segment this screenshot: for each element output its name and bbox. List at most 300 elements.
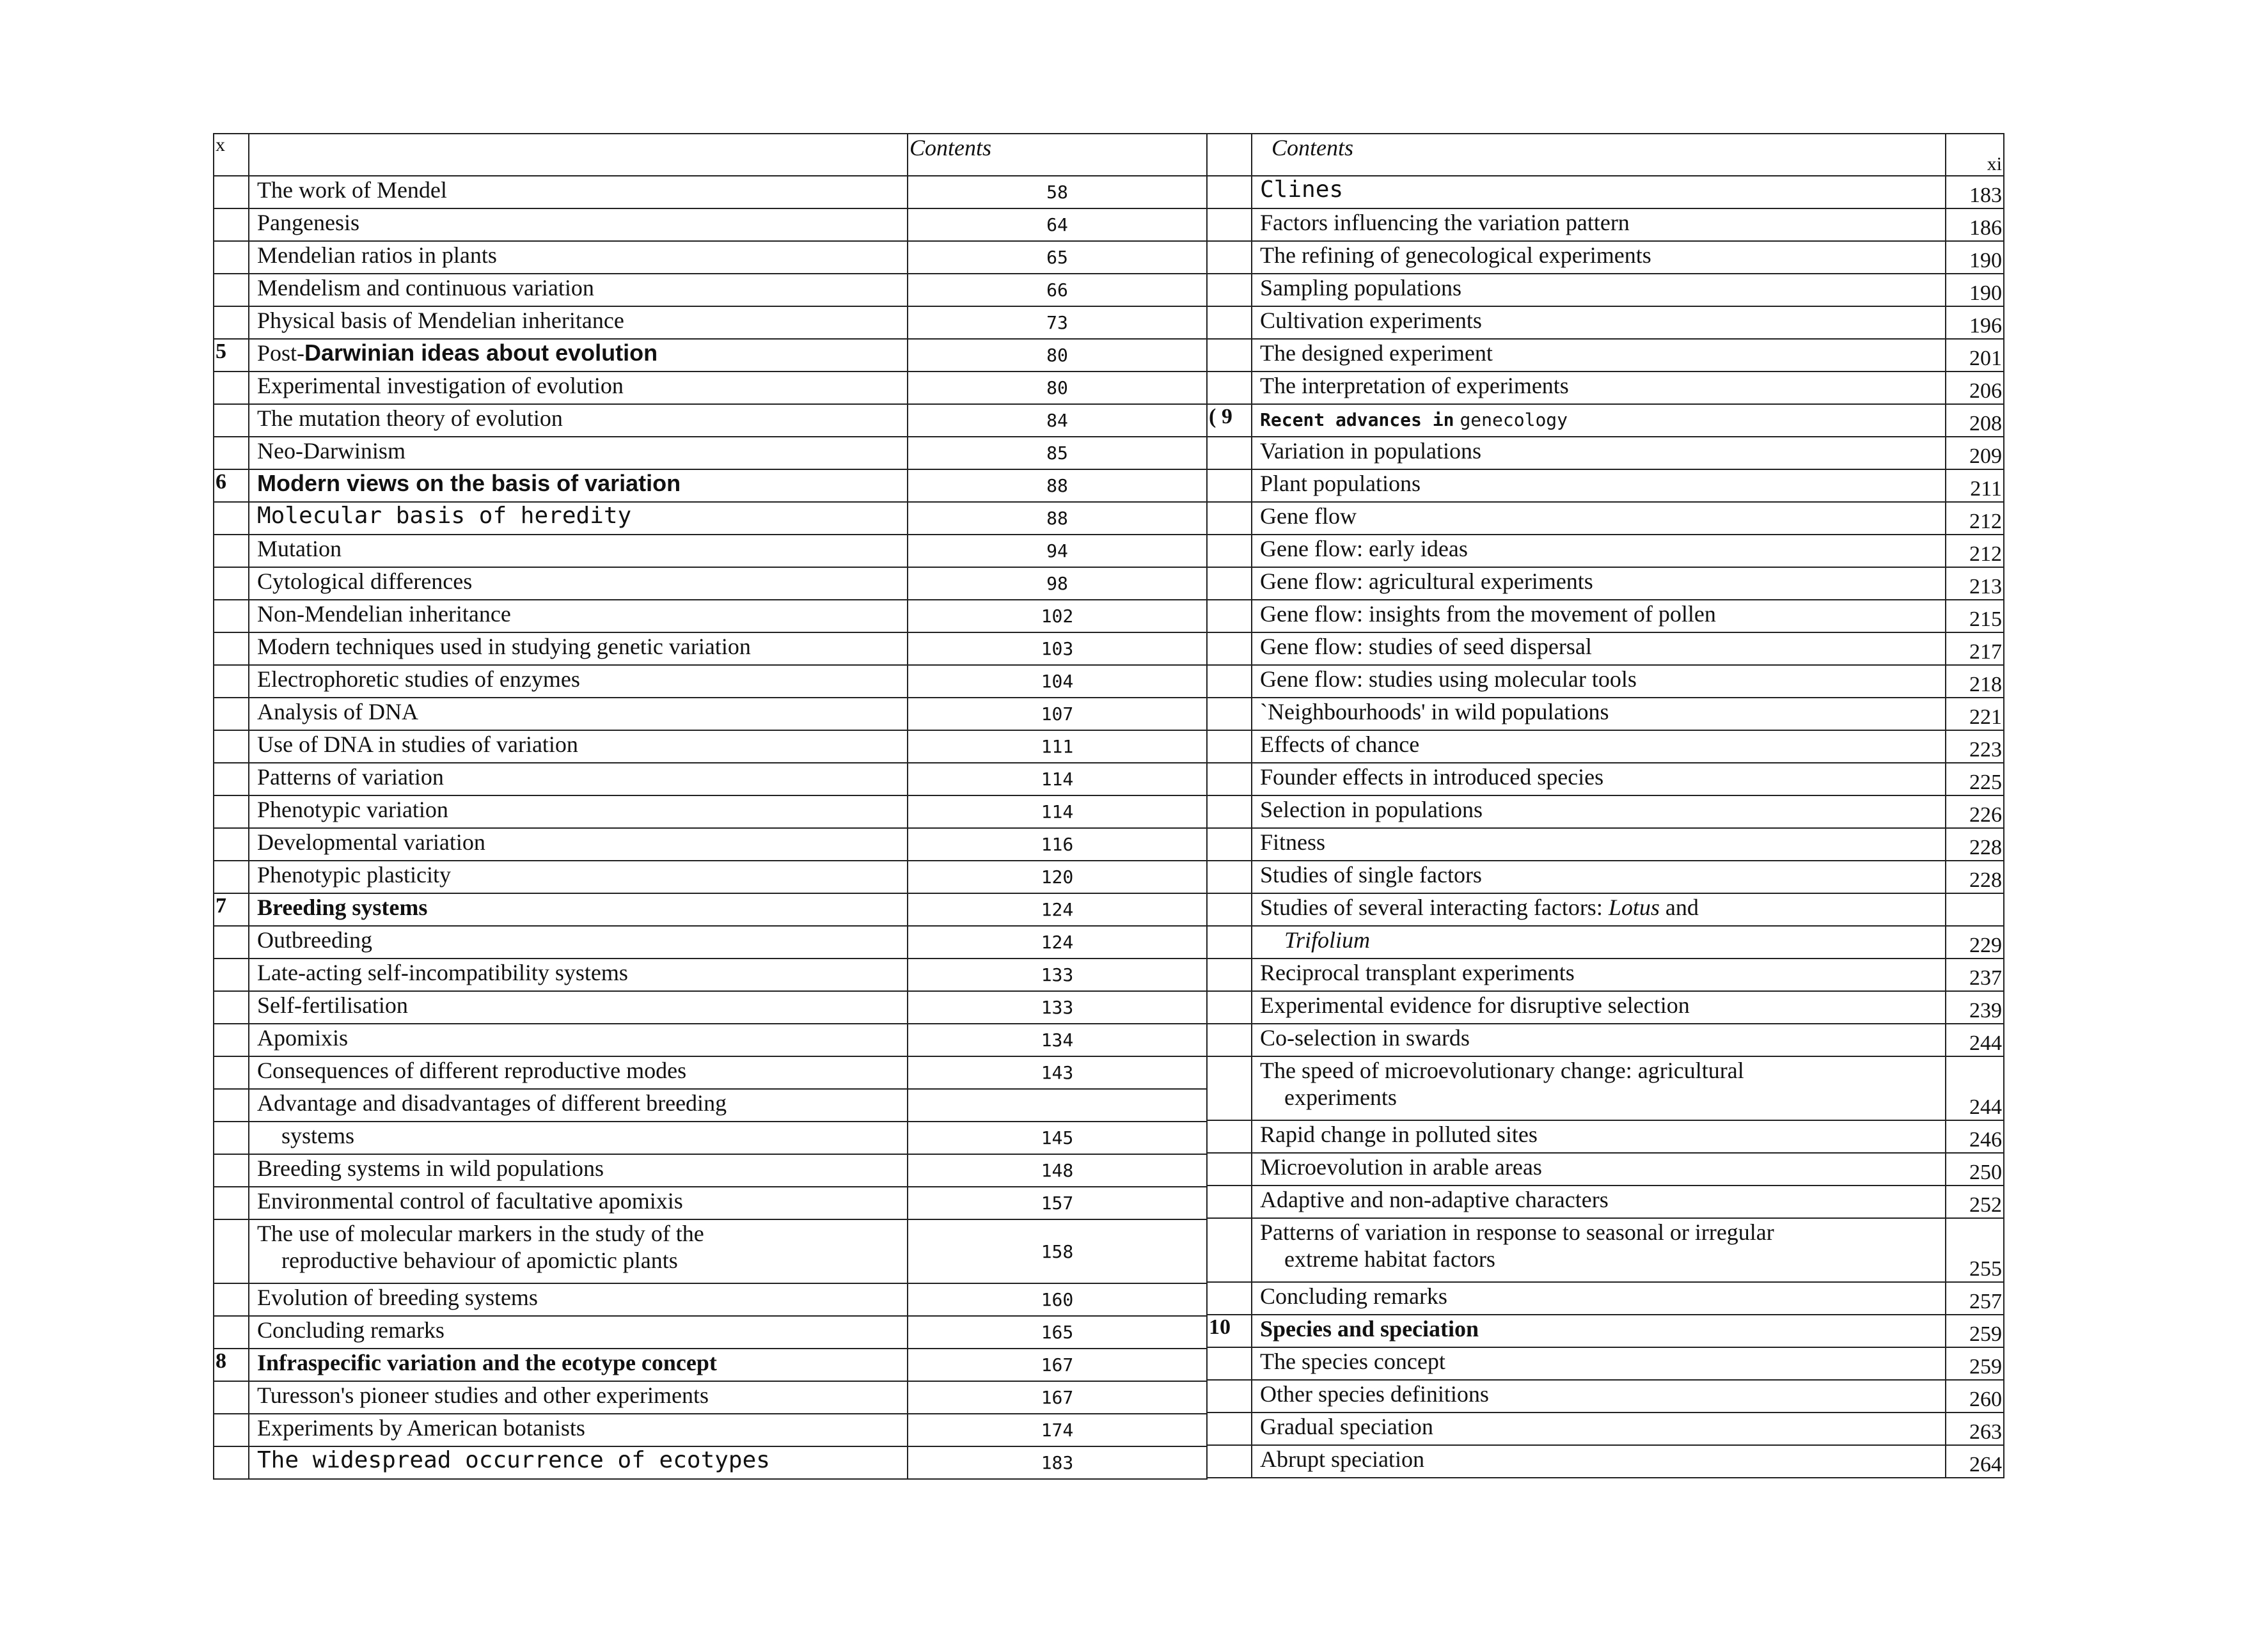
chapter-number — [1207, 1380, 1252, 1413]
page-number: 196 — [1946, 306, 2004, 339]
page-number: 190 — [1946, 274, 2004, 306]
toc-row — [1207, 1120, 2004, 1153]
toc-row — [1207, 763, 2004, 795]
toc-entry-title — [249, 959, 908, 991]
chapter-number — [1207, 274, 1252, 306]
page-number: 84 — [908, 404, 1207, 437]
title-text: Co-selection in swards — [1260, 1025, 1470, 1051]
right-header-row — [1207, 134, 2004, 176]
page-number: 218 — [1946, 665, 2004, 698]
chapter-number: 7 — [214, 893, 249, 926]
page-number: 167 — [908, 1381, 1207, 1414]
title-text: systems — [281, 1123, 355, 1148]
page-number: 124 — [908, 893, 1207, 926]
toc-entry-title — [249, 1283, 908, 1316]
chapter-number — [214, 763, 249, 795]
page-number: 212 — [1946, 535, 2004, 567]
page-number: 88 — [908, 469, 1207, 502]
title-text: Self-fertilisation — [257, 992, 408, 1018]
title-text: Modern techniques used in studying genetic variation — [257, 634, 751, 659]
page-number: 124 — [908, 926, 1207, 959]
title-text: Reciprocal transplant experiments — [1260, 960, 1575, 985]
page-number: 134 — [908, 1024, 1207, 1056]
toc-entry-title — [249, 437, 908, 469]
title-text: Developmental variation — [257, 829, 485, 855]
chapter-number — [1207, 437, 1252, 469]
page-number: 183 — [1946, 176, 2004, 208]
chapter-number — [1207, 306, 1252, 339]
title-text: Molecular basis of heredity — [257, 503, 632, 529]
title-text: Breeding systems — [257, 895, 428, 920]
page-number: 114 — [908, 795, 1207, 828]
toc-entry-title — [1252, 698, 1946, 730]
chapter-number — [1207, 535, 1252, 567]
page-number: 111 — [908, 730, 1207, 763]
toc-entry-title — [249, 600, 908, 632]
toc-entry-title — [1252, 600, 1946, 632]
toc-entry-title — [249, 535, 908, 567]
toc-entry-title — [249, 502, 908, 535]
toc-row — [214, 372, 1207, 404]
title-text: Phenotypic plasticity — [257, 862, 451, 888]
chapter-number — [1207, 208, 1252, 241]
chapter-number — [1207, 241, 1252, 274]
toc-entry-title — [249, 176, 908, 208]
toc-row — [214, 893, 1207, 926]
chapter-number — [214, 567, 249, 600]
toc-row — [214, 274, 1207, 306]
page-number: 223 — [1946, 730, 2004, 763]
title-text: Concluding remarks — [1260, 1283, 1447, 1309]
title-text: Non-Mendelian inheritance — [257, 601, 511, 627]
page-number: 133 — [908, 991, 1207, 1024]
toc-entry-title — [249, 1056, 908, 1089]
left-contents-table — [213, 133, 1208, 1480]
chapter-number — [214, 1154, 249, 1187]
toc-row — [214, 1446, 1207, 1479]
page-number: 116 — [908, 828, 1207, 861]
title-text: Factors influencing the variation pattern — [1260, 210, 1630, 235]
title-text: Rapid change in polluted sites — [1260, 1122, 1538, 1147]
left-header-row — [214, 134, 1207, 176]
chapter-number — [1207, 926, 1252, 959]
toc-entry-title — [249, 665, 908, 698]
toc-row — [214, 1122, 1207, 1154]
toc-row — [1207, 665, 2004, 698]
page-number: 225 — [1946, 763, 2004, 795]
page-number: 244 — [1946, 1024, 2004, 1056]
toc-entry-title — [1252, 437, 1946, 469]
title-text: The mutation theory of evolution — [257, 405, 563, 431]
toc-entry-title — [249, 208, 908, 241]
toc-entry-title — [1252, 763, 1946, 795]
page-number: 257 — [1946, 1282, 2004, 1315]
toc-row — [214, 1349, 1207, 1381]
title-text: Outbreeding — [257, 927, 372, 953]
toc-row — [214, 437, 1207, 469]
toc-row — [1207, 404, 2004, 437]
toc-row — [1207, 241, 2004, 274]
chapter-number — [214, 926, 249, 959]
toc-row — [214, 1089, 1207, 1122]
title-text: Gene flow: studies using molecular tools — [1260, 666, 1637, 692]
chapter-number — [1207, 1347, 1252, 1380]
toc-entry-title — [1252, 567, 1946, 600]
toc-row — [1207, 632, 2004, 665]
toc-row — [1207, 437, 2004, 469]
page-number: 259 — [1946, 1315, 2004, 1347]
toc-row — [214, 632, 1207, 665]
page-number: 88 — [908, 502, 1207, 535]
title-text: Gene flow — [1260, 503, 1357, 529]
toc-row — [214, 339, 1207, 372]
chapter-number — [214, 437, 249, 469]
page-number: 244 — [1946, 1056, 2004, 1120]
title-text: Neo-Darwinism — [257, 438, 406, 464]
chapter-number — [214, 991, 249, 1024]
page-number: 80 — [908, 372, 1207, 404]
toc-entry-title — [249, 763, 908, 795]
title-text: Mendelism and continuous variation — [257, 275, 594, 301]
toc-row — [1207, 208, 2004, 241]
toc-entry-title — [249, 926, 908, 959]
page-number: 260 — [1946, 1380, 2004, 1413]
chapter-number — [214, 861, 249, 893]
page-number: 174 — [908, 1414, 1207, 1446]
toc-row — [214, 763, 1207, 795]
page-number: 259 — [1946, 1347, 2004, 1380]
right-contents-table — [1206, 133, 2004, 1478]
title-text: Use of DNA in studies of variation — [257, 732, 578, 757]
toc-entry-title — [1252, 1315, 1946, 1347]
toc-row — [214, 959, 1207, 991]
title-text: Darwinian ideas about evolution — [304, 340, 658, 366]
title-text: Recent advances in — [1260, 409, 1454, 430]
chapter-number — [214, 1024, 249, 1056]
chapter-number — [1207, 339, 1252, 372]
toc-entry-title — [249, 1349, 908, 1381]
page-number: 250 — [1946, 1153, 2004, 1186]
chapter-number — [214, 1122, 249, 1154]
chapter-number — [1207, 1056, 1252, 1120]
toc-entry-title — [249, 1122, 908, 1154]
page-number: 80 — [908, 339, 1207, 372]
toc-row — [214, 665, 1207, 698]
title-text: Studies of several interacting factors: — [1260, 895, 1603, 920]
toc-entry-title — [249, 1414, 908, 1446]
page-number: 228 — [1946, 861, 2004, 893]
toc-entry-title — [249, 698, 908, 730]
chapter-number — [214, 959, 249, 991]
page-number: 107 — [908, 698, 1207, 730]
toc-entry-title — [249, 1219, 908, 1283]
toc-entry-title — [249, 730, 908, 763]
page-number: 158 — [908, 1219, 1207, 1283]
toc-entry-title — [1252, 1347, 1946, 1380]
toc-row — [1207, 1024, 2004, 1056]
title-text: Adaptive and non-adaptive characters — [1260, 1187, 1609, 1212]
title-text: Microevolution in arable areas — [1260, 1154, 1542, 1180]
toc-entry-title — [1252, 926, 1946, 959]
toc-entry-title — [1252, 1186, 1946, 1218]
page-number: 264 — [1946, 1445, 2004, 1478]
title-text: Plant populations — [1260, 471, 1421, 496]
chapter-number — [214, 1414, 249, 1446]
title-text: The use of molecular markers in the study of the — [257, 1221, 704, 1246]
toc-entry-title — [249, 241, 908, 274]
toc-row — [1207, 861, 2004, 893]
title-tail: and — [1665, 895, 1699, 920]
page-number — [908, 1089, 1207, 1122]
title-suffix: genecology — [1460, 409, 1568, 430]
toc-row — [1207, 991, 2004, 1024]
chapter-number — [214, 241, 249, 274]
title-text: Concluding remarks — [257, 1317, 445, 1343]
toc-row — [214, 241, 1207, 274]
title-text: Late-acting self-incompatibility systems — [257, 960, 628, 985]
toc-entry-title — [249, 1089, 908, 1122]
page-number: 206 — [1946, 372, 2004, 404]
toc-entry-title — [249, 1154, 908, 1187]
chapter-number — [1207, 959, 1252, 991]
chapter-number — [214, 1446, 249, 1479]
chapter-number — [1207, 1120, 1252, 1153]
chapter-number — [1207, 698, 1252, 730]
toc-row — [214, 1414, 1207, 1446]
toc-row — [214, 1154, 1207, 1187]
page-number: 211 — [1946, 469, 2004, 502]
title-text: Patterns of variation in response to seasonal or irregular — [1260, 1219, 1774, 1245]
chapter-number — [214, 600, 249, 632]
chapter-number — [1207, 1218, 1252, 1282]
page-number: 246 — [1946, 1120, 2004, 1153]
title-text: Studies of single factors — [1260, 862, 1482, 888]
chapter-number — [214, 730, 249, 763]
chapter-number — [1207, 1413, 1252, 1445]
chapter-number — [1207, 861, 1252, 893]
chapter-number — [1207, 632, 1252, 665]
title-continuation: extreme habitat factors — [1284, 1246, 1495, 1272]
chapter-number — [1207, 372, 1252, 404]
title-text: Analysis of DNA — [257, 699, 418, 724]
page-number: 66 — [908, 274, 1207, 306]
title-text: Infraspecific variation and the ecotype concept — [257, 1350, 717, 1375]
page-number: 160 — [908, 1283, 1207, 1316]
toc-entry-title — [1252, 1413, 1946, 1445]
chapter-number — [1207, 1186, 1252, 1218]
page-number: 64 — [908, 208, 1207, 241]
chapter-number — [214, 176, 249, 208]
toc-row — [214, 1316, 1207, 1349]
toc-entry-title — [1252, 1282, 1946, 1315]
title-text: Gene flow: insights from the movement of pollen — [1260, 601, 1716, 627]
toc-row — [214, 926, 1207, 959]
toc-row — [1207, 828, 2004, 861]
toc-entry-title — [249, 1446, 908, 1479]
title-text: Variation in populations — [1260, 438, 1481, 464]
toc-row — [214, 730, 1207, 763]
page-number: 85 — [908, 437, 1207, 469]
page-number: 94 — [908, 535, 1207, 567]
toc-entry-title — [1252, 274, 1946, 306]
title-text: Fitness — [1260, 829, 1326, 855]
page-number: 102 — [908, 600, 1207, 632]
title-text: The refining of genecological experiments — [1260, 242, 1651, 268]
running-header: Contents — [908, 134, 1207, 176]
page-number: 104 — [908, 665, 1207, 698]
toc-row — [1207, 1282, 2004, 1315]
title-text: Cytological differences — [257, 568, 473, 594]
toc-row — [214, 1024, 1207, 1056]
toc-entry-title — [1252, 991, 1946, 1024]
title-text: Effects of chance — [1260, 732, 1420, 757]
toc-row — [1207, 567, 2004, 600]
title-text: The designed experiment — [1260, 340, 1493, 366]
toc-entry-title — [249, 1316, 908, 1349]
title-text: Clines — [1260, 176, 1344, 203]
toc-row — [1207, 926, 2004, 959]
toc-row — [214, 1381, 1207, 1414]
toc-row — [214, 176, 1207, 208]
chapter-number — [214, 372, 249, 404]
toc-entry-title — [1252, 208, 1946, 241]
toc-row — [1207, 502, 2004, 535]
chapter-number — [1207, 893, 1252, 926]
title-text: Gene flow: studies of seed dispersal — [1260, 634, 1592, 659]
toc-entry-title — [1252, 959, 1946, 991]
page-number: 263 — [1946, 1413, 2004, 1445]
page-number: 212 — [1946, 502, 2004, 535]
toc-entry-title — [1252, 339, 1946, 372]
toc-entry-title — [249, 274, 908, 306]
page-number: 229 — [1946, 926, 2004, 959]
toc-entry-title — [249, 469, 908, 502]
toc-entry-title — [249, 632, 908, 665]
toc-row — [1207, 469, 2004, 502]
toc-row — [1207, 1380, 2004, 1413]
toc-entry-title — [249, 339, 908, 372]
toc-row — [1207, 730, 2004, 763]
toc-entry-title — [249, 795, 908, 828]
chapter-number — [1207, 828, 1252, 861]
chapter-number — [214, 795, 249, 828]
toc-entry-title — [1252, 1153, 1946, 1186]
page-number: 228 — [1946, 828, 2004, 861]
toc-row — [214, 1056, 1207, 1089]
page-number: 145 — [908, 1122, 1207, 1154]
toc-row — [1207, 600, 2004, 632]
title-text: Evolution of breeding systems — [257, 1285, 538, 1310]
chapter-number — [214, 1316, 249, 1349]
toc-row — [1207, 274, 2004, 306]
toc-row — [1207, 1218, 2004, 1282]
toc-entry-title — [1252, 1380, 1946, 1413]
chapter-number — [214, 404, 249, 437]
title-text: Experiments by American botanists — [257, 1415, 585, 1441]
toc-entry-title — [249, 372, 908, 404]
toc-entry-title — [1252, 372, 1946, 404]
toc-row — [1207, 698, 2004, 730]
toc-entry-title — [1252, 1056, 1946, 1120]
toc-row — [1207, 795, 2004, 828]
chapter-number: 8 — [214, 1349, 249, 1381]
toc-row — [214, 469, 1207, 502]
title-text: Mutation — [257, 536, 342, 561]
title-text: Gradual speciation — [1260, 1414, 1433, 1439]
chapter-number — [214, 306, 249, 339]
chapter-number — [1207, 1153, 1252, 1186]
title-text: Experimental evidence for disruptive selection — [1260, 992, 1690, 1018]
page-number: 255 — [1946, 1218, 2004, 1282]
page-number: 183 — [908, 1446, 1207, 1479]
toc-entry-title — [249, 861, 908, 893]
page-number: 215 — [1946, 600, 2004, 632]
title-text: Apomixis — [257, 1025, 349, 1051]
toc-row — [214, 404, 1207, 437]
toc-entry-title — [249, 893, 908, 926]
chapter-number — [1207, 1282, 1252, 1315]
title-text: Mendelian ratios in plants — [257, 242, 497, 268]
title-continuation: reproductive behaviour of apomictic plants — [281, 1248, 678, 1273]
chapter-number — [1207, 730, 1252, 763]
toc-row — [1207, 1315, 2004, 1347]
toc-row — [1207, 1153, 2004, 1186]
toc-entry-title — [1252, 828, 1946, 861]
chapter-number — [214, 1283, 249, 1316]
title-prefix: Post- — [257, 340, 305, 366]
title-text: Advantage and disadvantages of different breeding — [257, 1090, 727, 1116]
toc-entry-title — [249, 306, 908, 339]
toc-row — [1207, 535, 2004, 567]
toc-entry-title — [249, 1187, 908, 1219]
toc-entry-title — [249, 1381, 908, 1414]
toc-entry-title — [249, 828, 908, 861]
toc-entry-title — [1252, 176, 1946, 208]
title-text: Sampling populations — [1260, 275, 1461, 301]
toc-row — [214, 1283, 1207, 1316]
toc-row — [1207, 893, 2004, 926]
page-number: 217 — [1946, 632, 2004, 665]
toc-entry-title — [1252, 306, 1946, 339]
chapter-number — [1207, 1445, 1252, 1478]
chapter-number — [1207, 567, 1252, 600]
page-number: 201 — [1946, 339, 2004, 372]
title-text: The speed of microevolutionary change: agricultural — [1260, 1058, 1744, 1083]
chapter-number — [1207, 991, 1252, 1024]
page-number: 120 — [908, 861, 1207, 893]
toc-row — [214, 567, 1207, 600]
page-number: 157 — [908, 1187, 1207, 1219]
chapter-number — [214, 1187, 249, 1219]
toc-row — [214, 795, 1207, 828]
title-text: Modern views on the basis of variation — [257, 470, 681, 496]
page-number: 209 — [1946, 437, 2004, 469]
page-number: 213 — [1946, 567, 2004, 600]
toc-row — [214, 208, 1207, 241]
toc-row — [214, 991, 1207, 1024]
title-text: Environmental control of facultative apomixis — [257, 1188, 683, 1214]
title-text: Phenotypic variation — [257, 797, 448, 822]
chapter-number — [1207, 469, 1252, 502]
toc-entry-title — [1252, 404, 1946, 437]
toc-row — [1207, 1413, 2004, 1445]
toc-row — [214, 1219, 1207, 1283]
title-text: Consequences of different reproductive modes — [257, 1058, 687, 1083]
toc-row — [1207, 1347, 2004, 1380]
chapter-number — [214, 632, 249, 665]
title-text: Experimental investigation of evolution — [257, 373, 624, 398]
toc-row — [214, 828, 1207, 861]
